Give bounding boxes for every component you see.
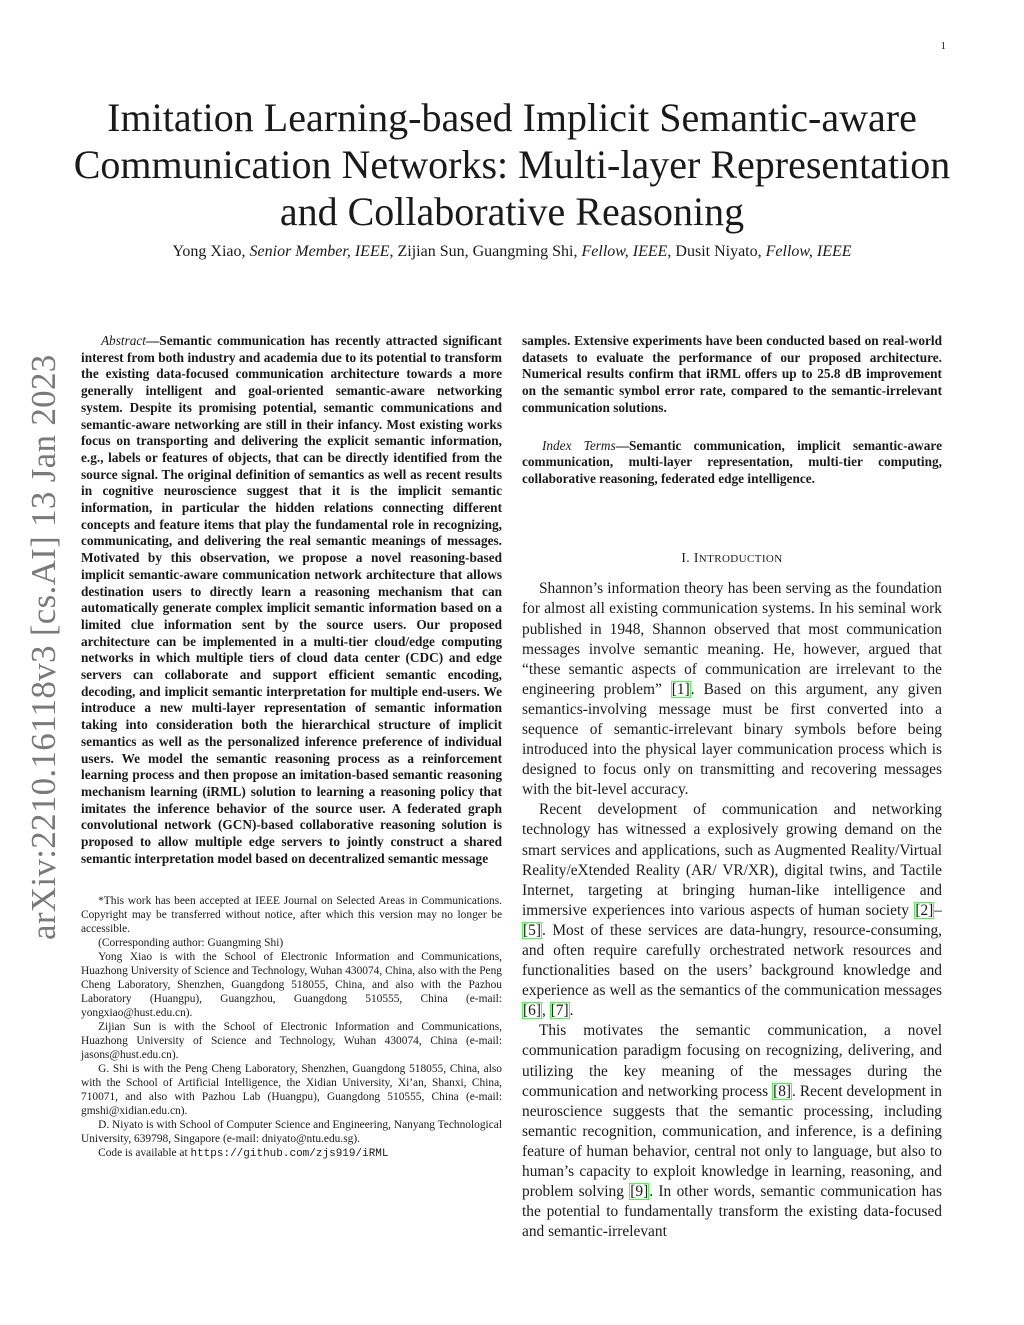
author-2-3: , Zijian Sun, Guangming Shi, <box>389 243 582 260</box>
footnote-acceptance: *This work has been accepted at IEEE Journal on Selected Areas in Communications. Copyright may be transferred without notice, after which this version may no longer be accessible. <box>81 894 502 935</box>
author-3-role: Fellow, IEEE <box>581 243 668 260</box>
footnote-niyato: D. Niyato is with School of Computer Science and Engineering, Nanyang Technological University, 639798, Singapore (e-mail: dniyato@ntu.edu.sg). <box>81 1118 502 1145</box>
author-4-role: Fellow, IEEE <box>765 243 852 260</box>
footnote-code <box>81 1146 502 1161</box>
footnotes <box>81 894 502 1161</box>
intro-p3-text: . Recent development in neuroscience suggests that the semantic processing, including semantic recognition, communication, and inference, is a defining feature of human behavior, central not only to language, but also to human’s capacity to exploit knowledge in learning, reasoning, and problem solving <box>522 1082 942 1201</box>
footnote-corresponding: (Corresponding author: Guangming Shi) <box>98 936 284 949</box>
citation-link[interactable]: [9] <box>630 1183 649 1201</box>
index-terms <box>522 438 942 488</box>
author-line <box>60 243 964 261</box>
index-terms-label: Index Terms <box>541 437 616 453</box>
intro-paragraph-1 <box>522 579 942 800</box>
citation-separator: , <box>541 1002 550 1020</box>
intro-p2-text: . <box>569 1002 574 1020</box>
citation-link[interactable]: [7] <box>550 1002 569 1020</box>
abstract <box>81 333 502 868</box>
right-column <box>522 333 942 1242</box>
footnote-shi: G. Shi is with the Peng Cheng Laboratory, Shenzhen, Guangdong 518055, China, also with the School of Artificial Intelligence, the Xidian University, Xi’an, Shanxi, China, 710071, and also with Pazhou Lab (Huangpu), Guangdong 510555, China (e-mail: gmshi@xidian.edu.cn). <box>81 1062 502 1117</box>
citation-link[interactable]: [8] <box>773 1082 792 1100</box>
intro-p2-text: Recent development of communication and networking technology has witnessed a explosively growing demand on the smart services and applications, such as Augmented Reality/Virtual Reality/eXtended Reality (AR/ VR/XR), digital twins, and Tactile Internet, targeting at bringing human-like intelligence and immersive experiences into various aspects of human society <box>522 801 942 919</box>
abstract-text: —Semantic communication has recently attracted significant interest from both industry and academia due to its potential to transform the existing data-focused communication architecture towards a more generally intelligent and goal-oriented semantic-aware networking system. Despite its promising potential, semantic communications and semantic-aware networking are still in their infancy. Most existing works focus on transporting and delivering the explicit semantic information, e.g., labels or features of objects, that can be directly identified from the source signal. The original definition of semantics as well as recent results in cognitive neuroscience suggest that it is the implicit semantic information, in particular the hidden relations connecting different concepts and feature items that play the fundamental role in recognizing, communicating, and delivering the real semantic meanings of messages. Motivated by this observation, we propose a novel reasoning-based implicit semantic-aware communication network architecture that allows destination users to directly learn a reasoning mechanism that can automatically generate complex implicit semantic information based on a limited clue information sent by the source users. Our proposed architecture can be implemented in a multi-tier cloud/edge computing networks in which multiple tiers of cloud data center (CDC) and edge servers can collaborate and support efficient semantic encoding, decoding, and implicit semantic interpretation for multiple end-users. We introduce a new multi-layer representation of semantic information taking into consideration both the hierarchical structure of implicit semantics as well as the personalized inference preference of individual users. We model the semantic reasoning process as a reinforcement learning process and then propose an imitation-based semantic reasoning mechanism learning (iRML) solution to learning a reasoning policy that imitates the inference behavior of the source user. A federated graph convolutional network (GCN)-based collaborative reasoning solution is proposed to allow multiple edge servers to jointly construct a shared semantic interpretation model based on decentralized semantic message <box>81 333 502 866</box>
section-name: NTRODUCTION <box>698 552 783 565</box>
page-number: 1 <box>940 40 946 52</box>
code-url-link[interactable]: https://github.com/zjs919/iRML <box>190 1147 389 1160</box>
section-heading-introduction <box>522 550 942 568</box>
citation-link[interactable]: [6] <box>523 1002 541 1020</box>
author-1-role: Senior Member, IEEE <box>249 243 390 260</box>
author-1: Yong Xiao, <box>172 243 250 260</box>
code-prefix: Code is available at <box>98 1146 191 1159</box>
intro-p1-text: . Based on this argument, any given semantics-involving message must be first converted into a sequence of semantic-irrelevant binary symbols before being introduced into the physical layer communication process which is designed to focus only on transmitting and recovering messages with the bit-level accuracy. <box>522 680 943 799</box>
intro-p3-text: . In other words, semantic communication has the potential to fundamentally transform the existing data-focused and semantic-irrelevant <box>522 1183 942 1241</box>
abstract-label: Abstract <box>100 333 146 348</box>
arxiv-identifier: arXiv:2210.16118v3 [cs.AI] 13 Jan 2023 <box>24 354 63 940</box>
citation-range-dash: – <box>934 901 942 919</box>
citation-link[interactable]: [1] <box>671 680 690 698</box>
intro-p3-text: This motivates the semantic communication, a novel communication paradigm focusing on recognizing, delivering, and utilizing the key meaning of the messages during the communication and networking process <box>522 1022 942 1100</box>
footnote-sun: Zijian Sun is with the School of Electronic Information and Communications, Huazhong University of Science and Technology, Wuhan 430074, China (e-mail: jasons@hust.edu.cn). <box>81 1020 502 1061</box>
footnote-xiao: Yong Xiao is with the School of Electronic Information and Communications, Huazhong University of Science and Technology, Wuhan 430074, China, also with the Peng Cheng Laboratory, Shenzhen, Guangdong 518055, China, and also with the Pazhou Laboratory (Huangpu), Guangzhou, Guangdong 510555, China (e-mail: yongxiao@hust.edu.cn). <box>81 950 502 1019</box>
intro-p2-text: . Most of these services are data-hungry, resource-consuming, and often require carefully orchestrated network resources and functionalities based on the users’ background knowledge and experience as well as the semantics of the communication messages <box>522 921 942 1000</box>
paper-title: Imitation Learning-based Implicit Semantic-aware Communication Networks: Multi-layer Representation and Collaborative Reasoning <box>73 95 951 234</box>
citation-link[interactable]: [2] <box>915 901 934 919</box>
intro-paragraph-2 <box>522 800 942 1021</box>
section-number: I. I <box>681 549 699 565</box>
citation-link[interactable]: [5] <box>523 921 541 939</box>
index-terms-text: —Semantic communication, implicit semantic-aware communication, multi-layer representation, multi-tier computing, collaborative reasoning, federated edge intelligence. <box>522 437 942 486</box>
intro-p1-text: Shannon’s information theory has been serving as the foundation for almost all existing communication systems. In his seminal work published in 1948, Shannon observed that most communication messages involve semantic meaning. He, however, argued that “these semantic aspects of communication are irrelevant to the engineering problem” <box>522 580 942 698</box>
intro-paragraph-3 <box>522 1021 942 1242</box>
abstract-continued: samples. Extensive experiments have been conducted based on real-world datasets to evaluate the performance of our proposed architecture. Numerical results confirm that iRML offers up to 25.8 dB improvement on the semantic symbol error rate, compared to the semantic-irrelevant communication solutions. <box>522 333 942 415</box>
left-column <box>81 333 502 1161</box>
author-4: , Dusit Niyato, <box>667 243 766 260</box>
